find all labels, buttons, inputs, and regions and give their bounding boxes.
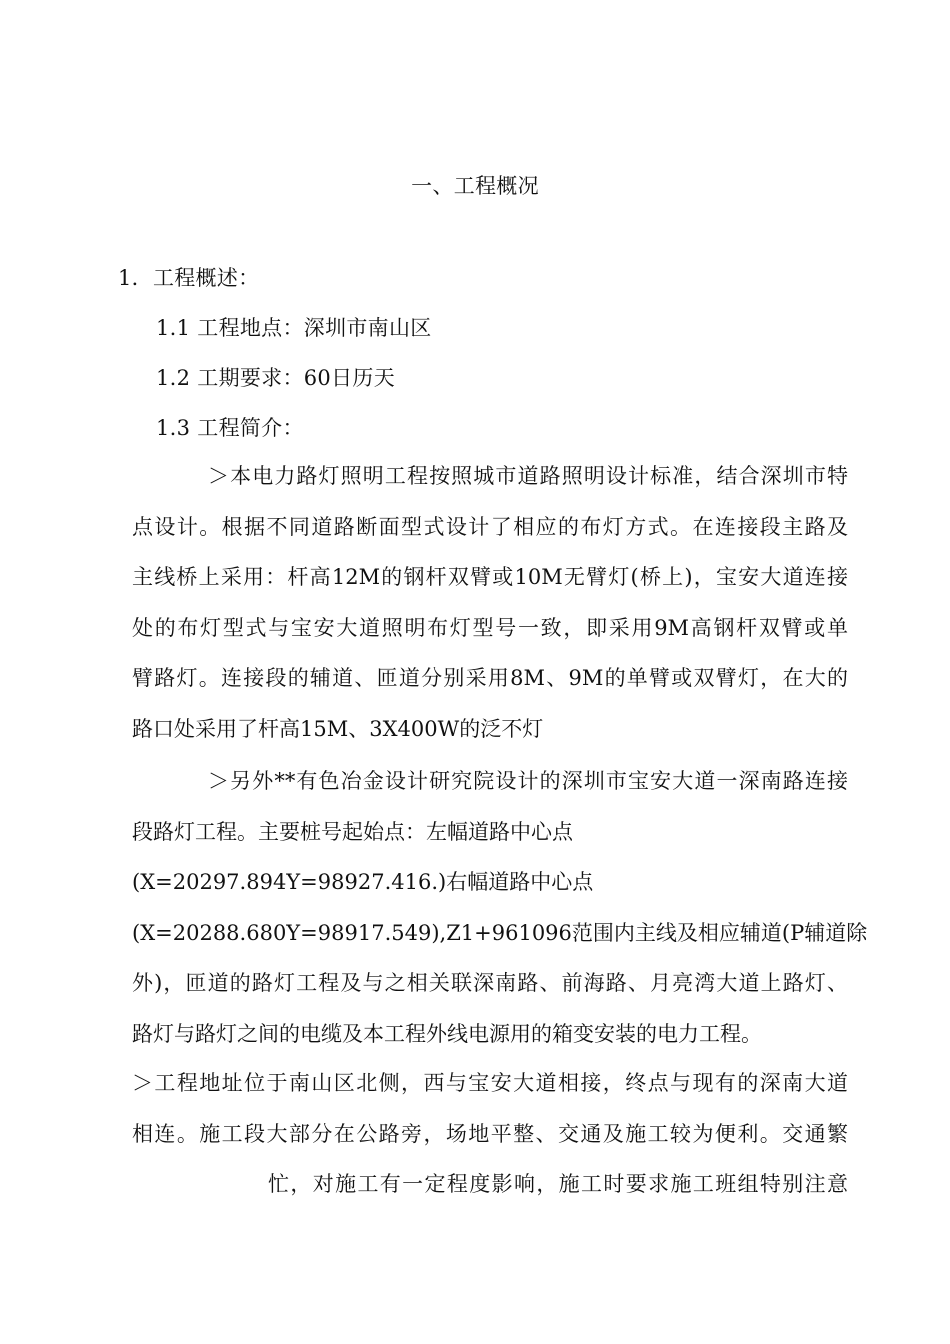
paragraph-line: 段路灯工程。主要桩号起始点：左幅道路中心点 (132, 819, 573, 844)
paragraph-line: ＞另外**有色冶金设计研究院设计的深圳市宝安大道一深南路连接 (208, 769, 848, 793)
paragraph-line: 臂路灯。连接段的辅道、匝道分别采用8M、9M的单臂或双臂灯，在大的 (132, 666, 848, 690)
paragraph-line: ＞本电力路灯照明工程按照城市道路照明设计标准，结合深圳市特 (208, 464, 848, 488)
paragraph-line: (X=20288.680Y=98917.549),Z1+961096范围内主线及相应辅道(P辅道除 (132, 920, 868, 945)
paragraph-line: 外)，匝道的路灯工程及与之相关联深南路、前海路、月亮湾大道上路灯、 (132, 971, 848, 995)
paragraph-line: (X=20297.894Y=98927.416.)右幅道路中心点 (132, 870, 594, 894)
item-location: 1.1 工程地点：深圳市南山区 (156, 316, 432, 340)
section-heading: 1．工程概述： (118, 266, 260, 290)
item-intro: 1.3 工程简介： (156, 416, 304, 440)
paragraph-line: 处的布灯型式与宝安大道照明布灯型号一致，即采用9M高钢杆双臂或单 (132, 615, 848, 640)
paragraph-line: 路口处采用了杆高15M、3X400W的泛不灯 (132, 716, 544, 741)
paragraph-line: 主线桥上采用：杆高12M的钢杆双臂或10M无臂灯(桥上)，宝安大道连接 (132, 565, 848, 589)
page-title: 一、工程概况 (411, 174, 539, 198)
paragraph-scope (132, 756, 868, 1059)
paragraph-line: 相连。施工段大部分在公路旁，场地平整、交通及施工较为便利。交通繁 (132, 1121, 848, 1146)
paragraph-line: 点设计。根据不同道路断面型式设计了相应的布灯方式。在连接段主路及 (132, 514, 848, 539)
paragraph-line: 忙，对施工有一定程度影响，施工时要求施工班组特别注意 (268, 1172, 848, 1196)
paragraph-site (132, 1058, 848, 1210)
paragraph-line: ＞工程地址位于南山区北侧，西与宝安大道相接，终点与现有的深南大道 (132, 1071, 848, 1095)
paragraph-intro (132, 451, 848, 754)
item-duration: 1.2 工期要求：60日历天 (156, 366, 395, 390)
paragraph-line: 路灯与路灯之间的电缆及本工程外线电源用的箱变安装的电力工程。 (132, 1021, 762, 1046)
